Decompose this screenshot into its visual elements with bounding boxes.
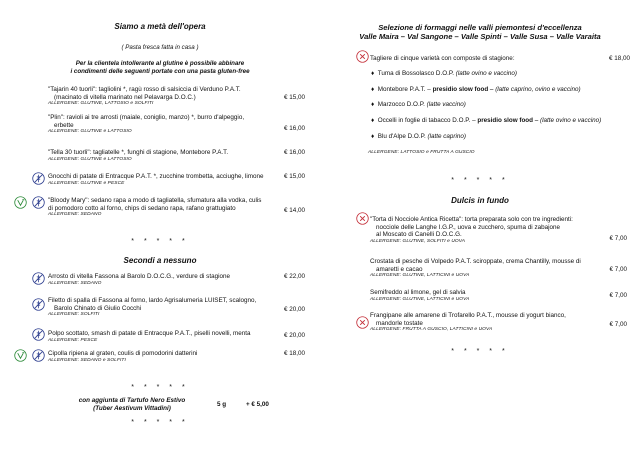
allergens: ALLERGENE: SOLFITI bbox=[48, 312, 100, 318]
gluten-free-icon bbox=[32, 272, 45, 285]
dish-name: Polpo scottato, smash di patate di Entracque P.A.T., piselli novelli, menta bbox=[48, 330, 251, 337]
truffle-price: + € 5,00 bbox=[246, 401, 269, 408]
menu-item bbox=[48, 197, 278, 219]
cheese-price: € 18,00 bbox=[608, 55, 630, 62]
dish-line: "Tajarin 40 tuorli": tagliolini *, ragù rosso di salsiccia di Verduno P.A.T. bbox=[48, 86, 241, 93]
allergens: ALLERGENE: SEDANO bbox=[48, 280, 102, 286]
dish-name: Arrosto di vitella Fassona al Barolo D.O.C.G., verdure di stagione bbox=[48, 273, 230, 280]
dish-line: erbette bbox=[54, 121, 74, 129]
dish-price: € 7,00 bbox=[609, 292, 627, 299]
allergens: ALLERGENE: GLUTINE, LATTICINI e UOVA bbox=[370, 273, 470, 279]
allergens: ALLERGENE: GLUTINE e LATTOSIO bbox=[48, 156, 132, 162]
dish-line: "Bloody Mary": sedano rapa a modo di tagliatella, sfumatura alla vodka, culis bbox=[48, 197, 262, 204]
cheese-name: Blu d'Alpe D.O.P. bbox=[377, 133, 428, 140]
dish-line: Crostata di pesche di Volpedo P.A.T. sciroppate, crema Chantilly, mousse di bbox=[370, 258, 581, 265]
dish-price: € 7,00 bbox=[609, 266, 627, 273]
cheese-item: ♦ Tuma di Bossolasco D.O.P. (latte ovino e vaccino) bbox=[371, 70, 518, 77]
gluten-free-icon bbox=[32, 349, 45, 362]
allergens: ALLERGENE: PESCE bbox=[48, 337, 98, 343]
dish-line: amaretti e cacao bbox=[376, 265, 423, 273]
menu-item bbox=[48, 149, 278, 163]
cheese-note: – (latte ovino e vaccino) bbox=[532, 117, 602, 124]
menu-item bbox=[370, 258, 602, 280]
dish-line: nocciole delle Langhe I.G.P., uova e zucchero, spuma di zabajone bbox=[376, 223, 561, 231]
dish-price: € 14,00 bbox=[283, 207, 305, 214]
section-subtitle: ( Pasta fresca fatta in casa ) bbox=[121, 44, 199, 51]
dish-name bbox=[370, 312, 602, 327]
dish-name bbox=[48, 114, 278, 129]
slow-food-label: presidio slow food bbox=[432, 86, 489, 93]
cheese-item: ♦ Montebore P.A.T. – presidio slow food – (latte caprino, ovino e vaccino) bbox=[371, 86, 581, 93]
cheese-name: Occelli in foglie di tabacco D.O.P. – bbox=[377, 117, 478, 124]
dish-line: al Moscato di Canelli D.O.C.G. bbox=[376, 231, 462, 239]
star-separator: * * * * * bbox=[451, 177, 509, 184]
dish-line: (macinato di vitella marinato nel Pelavarga D.O.C.) bbox=[54, 93, 196, 101]
truffle-quantity: 5 g bbox=[217, 401, 227, 408]
menu-item bbox=[48, 297, 278, 319]
dish-name: Cipolla ripiena al graten, coulis di pomodorini datterini bbox=[48, 350, 198, 357]
menu-item bbox=[48, 350, 278, 364]
dish-price: € 20,00 bbox=[283, 332, 305, 339]
gluten-free-icon bbox=[32, 298, 45, 311]
cheese-note: (latte vaccino) bbox=[426, 101, 466, 108]
dish-name bbox=[48, 297, 278, 312]
dish-price: € 16,00 bbox=[283, 149, 305, 156]
menu-item bbox=[370, 312, 602, 334]
cheese-name: Montebore P.A.T. – bbox=[377, 86, 433, 93]
cheese-title: Selezione di formaggi nelle valli piemontesi d'eccellenza bbox=[378, 23, 582, 32]
allergens: ALLERGENE: FRUTTA A GUSCIO, LATTICINI e UOVA bbox=[370, 327, 493, 333]
dish-price: € 15,00 bbox=[283, 94, 305, 101]
dish-line: Barolo Chinato di Giulio Cocchi bbox=[54, 304, 142, 312]
star-separator: * * * * * bbox=[131, 238, 189, 245]
dish-name bbox=[48, 86, 278, 101]
cheese-intro: Tagliere di cinque varietà con composte di stagione: bbox=[370, 55, 515, 62]
allergens: ALLERGENE: GLUTINE, SOLFITI e UOVA bbox=[370, 238, 466, 244]
dish-line: Frangipane alle amarene di Trofarello P.A.T., mousse di yogurt bianco, bbox=[370, 312, 566, 319]
allergens: ALLERGENE: GLUTINE e PESCE bbox=[48, 180, 125, 186]
dish-price: € 16,00 bbox=[283, 125, 305, 132]
not-gluten-free-icon bbox=[356, 316, 369, 329]
dish-line: "Plin": ravioli ai tre arrosti (maiale, coniglio, manzo) *, burro d'alpeggio, bbox=[48, 114, 245, 121]
dish-price: € 7,00 bbox=[609, 321, 627, 328]
menu-item bbox=[48, 273, 278, 287]
vegetarian-icon bbox=[14, 196, 27, 209]
vegetarian-icon bbox=[14, 349, 27, 362]
allergens: ALLERGENE: LATTOSIO e FRUTTA A GUSCIO bbox=[368, 150, 475, 155]
star-separator: * * * * * bbox=[131, 419, 189, 426]
cheese-name: Tuma di Bossolasco D.O.P. bbox=[377, 70, 456, 77]
dish-price: € 18,00 bbox=[283, 350, 305, 357]
gluten-free-icon bbox=[32, 328, 45, 341]
cheese-item: ♦ Blu d'Alpe D.O.P. (latte caprino) bbox=[371, 133, 466, 140]
truffle-line-1: con aggiunta di Tartufo Nero Estivo bbox=[78, 397, 186, 404]
dish-name bbox=[370, 216, 602, 239]
dish-name bbox=[48, 197, 278, 212]
cheese-note: (latte caprino) bbox=[427, 133, 466, 140]
dish-price: € 22,00 bbox=[283, 273, 305, 280]
menu-item bbox=[48, 86, 278, 108]
dish-line: di pomodoro cotto al forno, chips di sedano rapa, rafano grattugiato bbox=[48, 204, 236, 212]
menu-item bbox=[48, 173, 278, 187]
dish-price: € 15,00 bbox=[283, 173, 305, 180]
gluten-free-icon bbox=[32, 172, 45, 185]
dish-price: € 20,00 bbox=[283, 306, 305, 313]
section-title-pasta: Siamo a metà dell'opera bbox=[114, 22, 206, 31]
dish-name: "Tella 30 tuorli": tagliatelle *, funghi di stagione, Montebore P.A.T. bbox=[48, 149, 229, 156]
cheese-note: (latte ovino e vaccino) bbox=[455, 70, 518, 77]
cheese-note: – (latte caprino, ovino e vaccino) bbox=[488, 86, 581, 93]
not-gluten-free-icon bbox=[356, 212, 369, 225]
gluten-free-icon bbox=[32, 196, 45, 209]
star-separator: * * * * * bbox=[451, 348, 509, 355]
star-separator: * * * * * bbox=[131, 384, 189, 391]
truffle-addon bbox=[62, 397, 202, 412]
menu-item bbox=[48, 114, 278, 136]
dish-name bbox=[370, 258, 602, 273]
allergens: ALLERGENE: GLUTINE, LATTOSIO e SOLFITI bbox=[48, 101, 154, 107]
dish-name: Semifreddo al limone, gel di salvia bbox=[370, 289, 466, 296]
section-title-dolci: Dulcis in fundo bbox=[451, 196, 509, 205]
truffle-line-2: (Tuber Aestivum Vittadini) bbox=[93, 404, 171, 412]
menu-item bbox=[370, 289, 602, 303]
cheese-name: Marzocco D.O.P. bbox=[377, 101, 427, 108]
not-gluten-free-icon bbox=[356, 50, 369, 63]
gluten-free-note bbox=[0, 60, 320, 76]
gf-note-line-2: i condimenti delle seguenti portate con una pasta gluten-free bbox=[70, 68, 250, 75]
dish-name: Gnocchi di patate di Entracque P.A.T. *, zucchine trombetta, acciughe, limone bbox=[48, 173, 264, 180]
allergens: ALLERGENE: GLUTINE, LATTICINI e UOVA bbox=[370, 296, 470, 302]
allergens: ALLERGENE: GLUTINE e LATTOSIO bbox=[48, 129, 132, 135]
gf-note-line-1: Per la clientela intollerante al glutine è possibile abbinare bbox=[75, 60, 245, 67]
dish-line: mandorle tostate bbox=[376, 319, 423, 327]
menu-item bbox=[370, 216, 602, 245]
menu-item bbox=[48, 330, 278, 344]
allergens: ALLERGENE: SEDANO bbox=[48, 212, 102, 218]
slow-food-label: presidio slow food bbox=[477, 117, 533, 124]
section-title-secondi: Secondi a nessuno bbox=[123, 256, 197, 265]
dish-line: "Torta di Nocciole Antica Ricetta": torta preparata solo con tre ingredienti: bbox=[370, 216, 573, 223]
cheese-valleys: Valle Maira – Val Sangone – Valle Spinti – Valle Susa – Valle Varaita bbox=[359, 32, 601, 41]
allergens: ALLERGENE: SEDANO e SOLFITI bbox=[48, 357, 126, 363]
dish-price: € 7,00 bbox=[609, 235, 627, 242]
cheese-item: ♦ Marzocco D.O.P. (latte vaccino) bbox=[371, 101, 466, 108]
cheese-item: ♦ Occelli in foglie di tabacco D.O.P. – presidio slow food – (latte ovino e vaccino) bbox=[371, 117, 602, 124]
dish-line: Filetto di spalla di Fassona al forno, lardo Agrisalumeria LUISET, scalogno, bbox=[48, 297, 257, 304]
